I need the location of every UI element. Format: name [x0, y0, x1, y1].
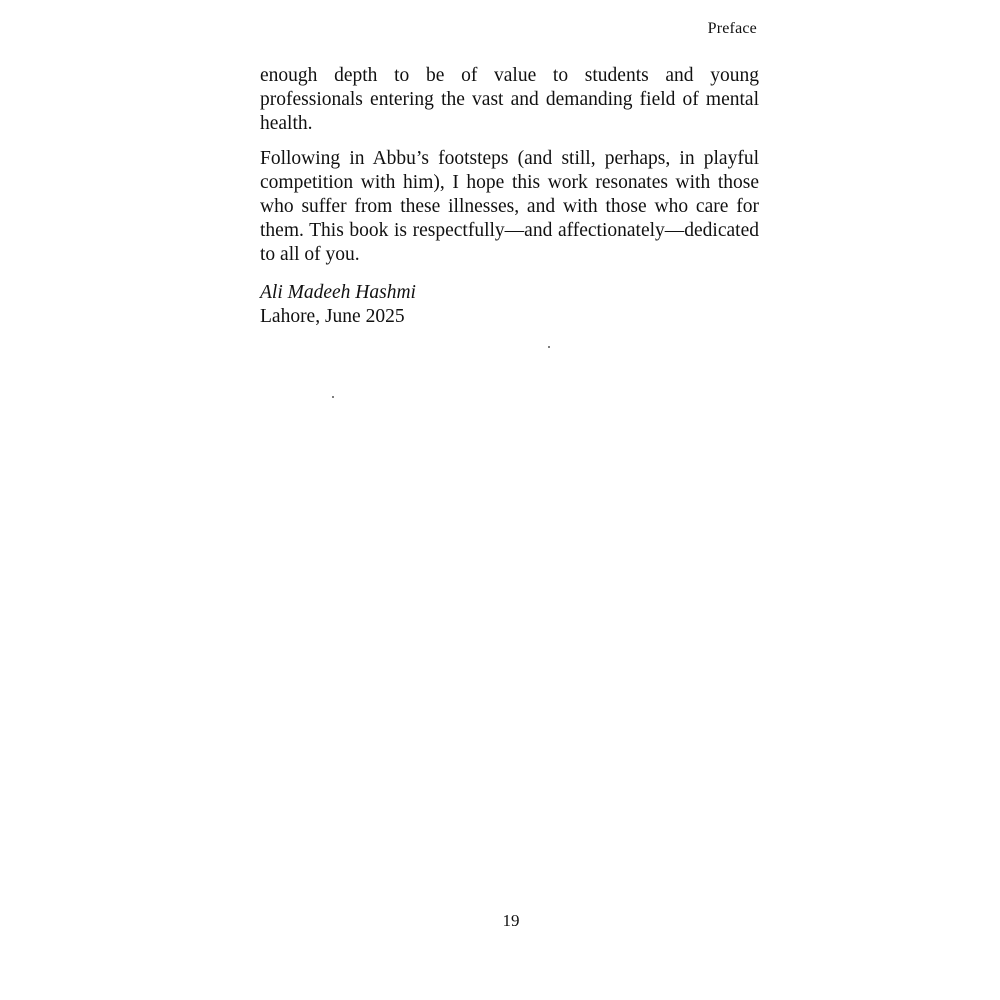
- paragraph-2: Following in Abbu’s footsteps (and still, perhaps, in playful competition with him), I hope this work resonates with those who suffer from these illnesses, and with those who care for them. This book is respectfully—and affectionately—dedicated to all of you.: [260, 148, 759, 265]
- running-head-title: Preface: [707, 20, 757, 37]
- signature-block: [260, 281, 759, 329]
- author-name: Ali Madeeh Hashmi: [260, 282, 416, 303]
- paragraph-1: enough depth to be of value to students and young professionals entering the vast and demanding field of mental health.: [260, 65, 759, 134]
- scan-speck: [548, 346, 550, 348]
- scan-speck: [332, 396, 334, 398]
- preface-text: [260, 64, 759, 329]
- place-and-date: Lahore, June 2025: [260, 306, 405, 327]
- page-number: 19: [502, 911, 520, 930]
